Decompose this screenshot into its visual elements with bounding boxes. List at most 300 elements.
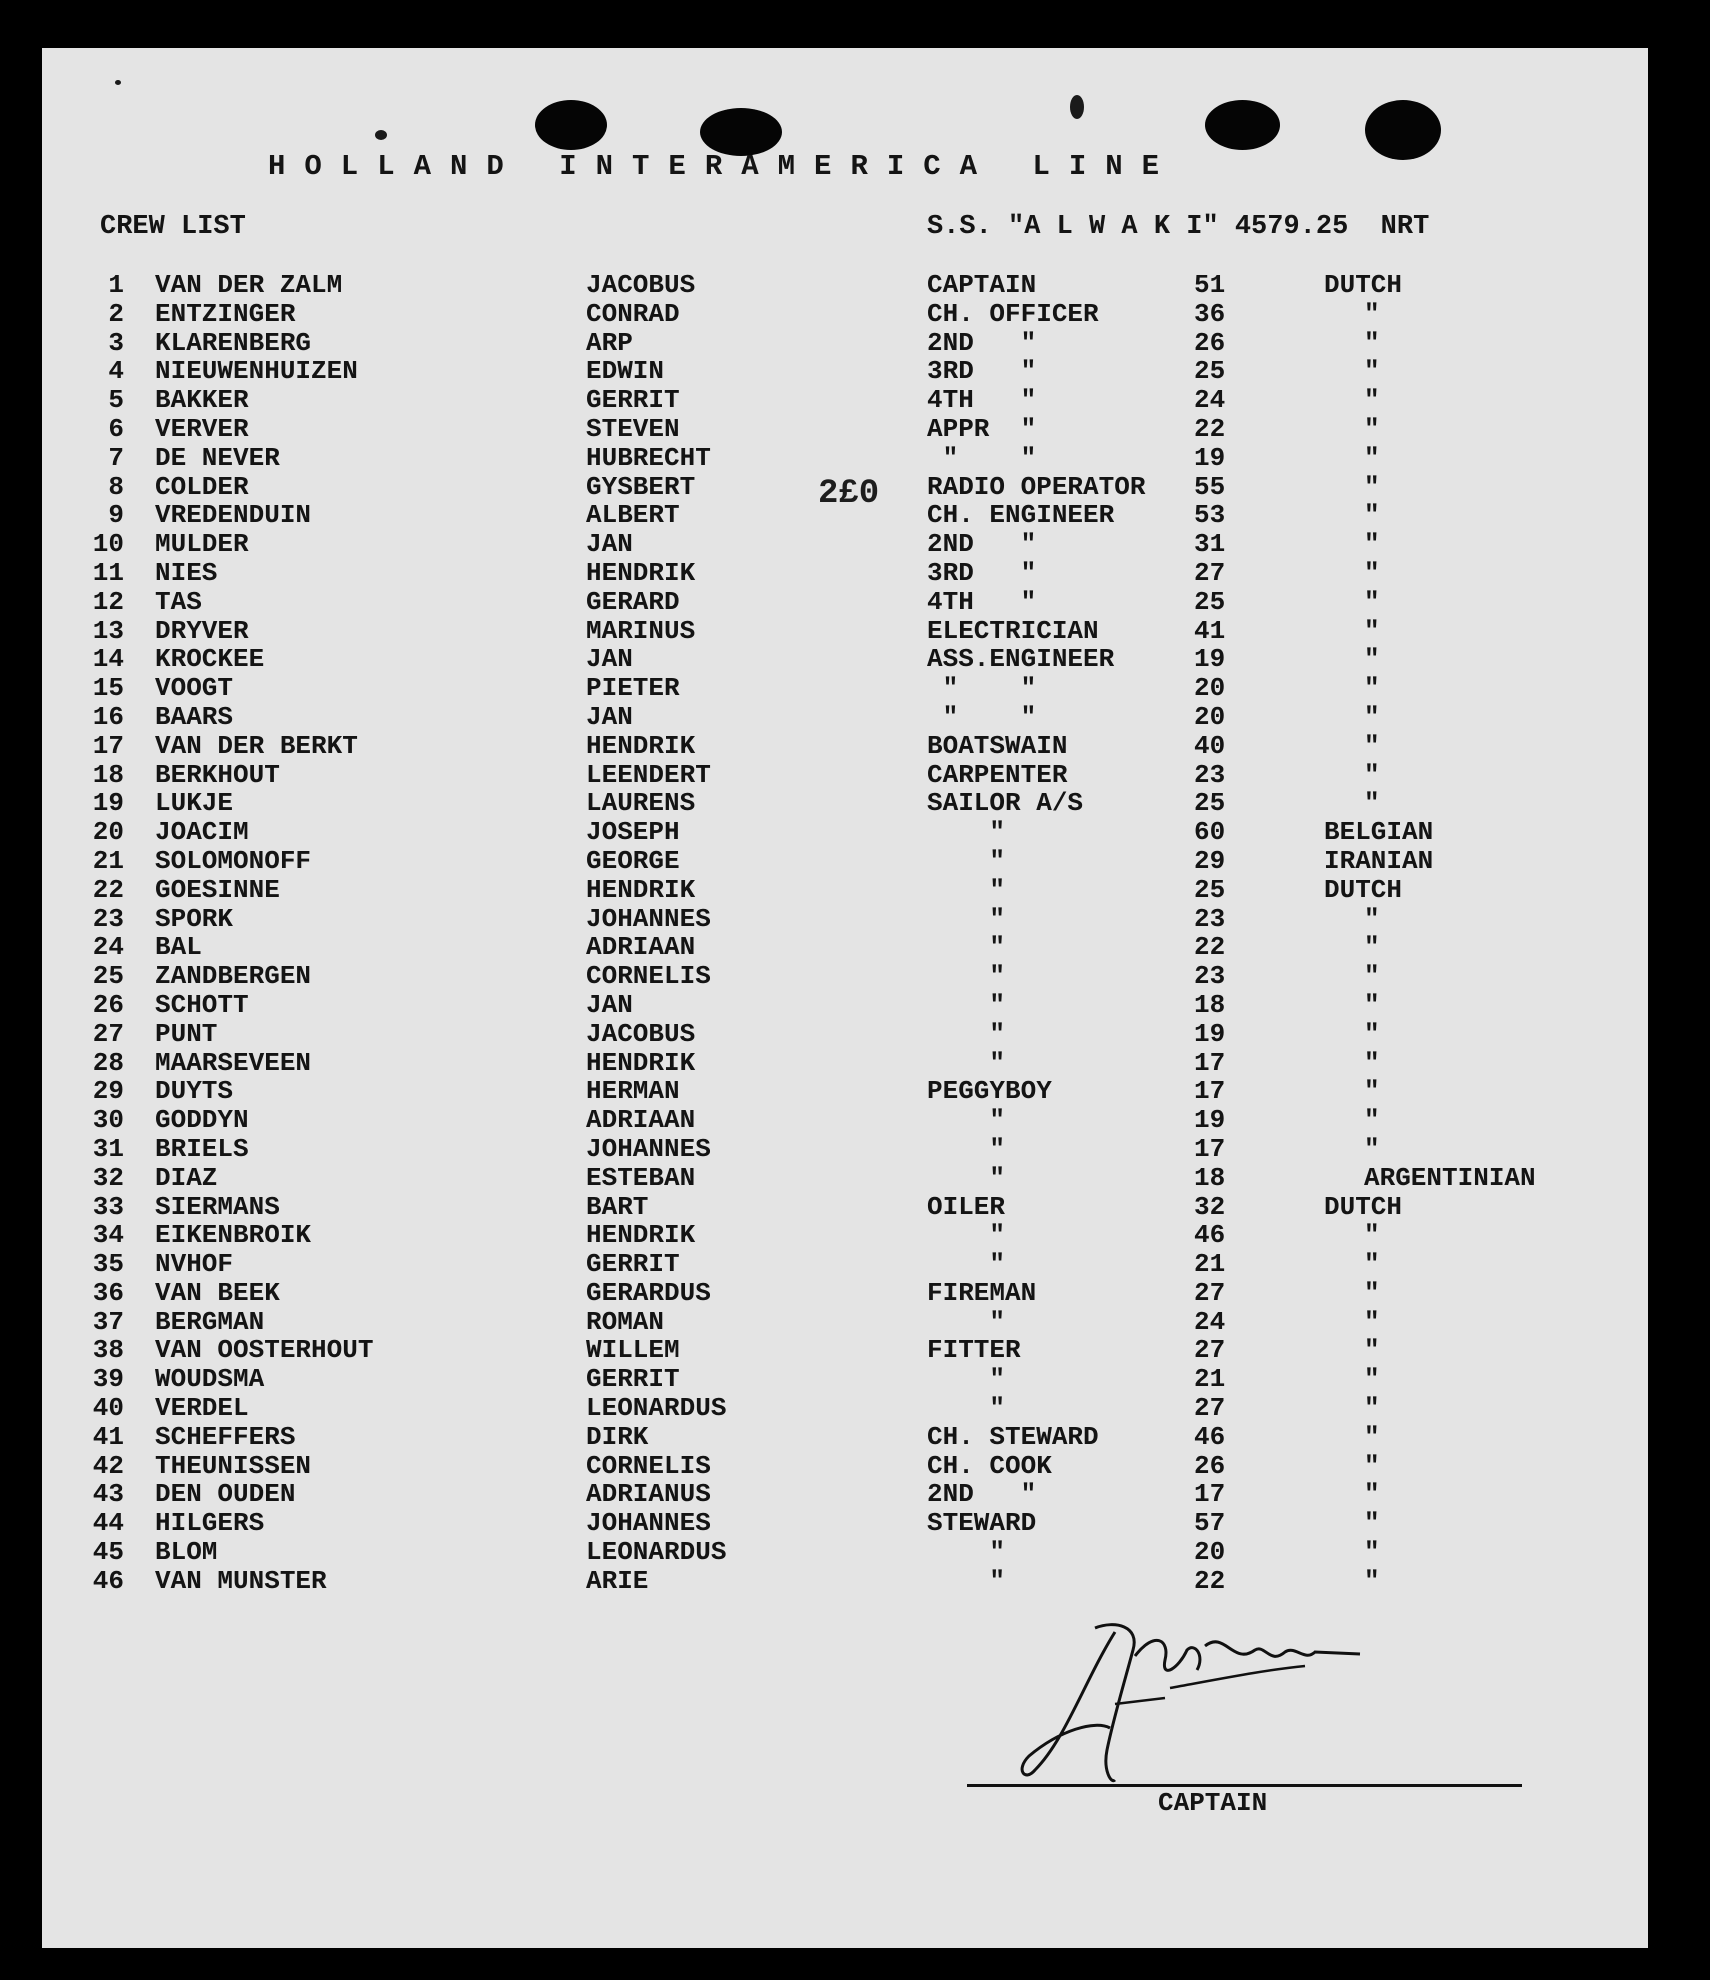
crew-number: 33 bbox=[92, 1191, 124, 1222]
crew-rank: 2ND " bbox=[927, 327, 1037, 358]
crew-number: 11 bbox=[92, 557, 124, 588]
crew-nationality: " bbox=[1364, 586, 1380, 617]
crew-nationality: " bbox=[1364, 385, 1380, 416]
crew-first-name: HENDRIK bbox=[586, 874, 696, 905]
crew-surname: BERKHOUT bbox=[155, 759, 280, 790]
crew-nationality: " bbox=[1364, 1306, 1380, 1337]
crew-first-name: JAN bbox=[586, 989, 633, 1020]
crew-rank: 3RD " bbox=[927, 356, 1037, 387]
crew-age: 19 bbox=[1194, 1105, 1226, 1136]
crew-rank: " bbox=[927, 817, 1006, 848]
crew-age: 22 bbox=[1194, 1565, 1226, 1596]
crew-surname: ENTZINGER bbox=[155, 298, 296, 329]
crew-rank: " bbox=[927, 989, 1006, 1020]
crew-age: 40 bbox=[1194, 730, 1226, 761]
crew-number: 22 bbox=[92, 874, 124, 905]
crew-nationality: " bbox=[1364, 557, 1380, 588]
crew-number: 23 bbox=[92, 903, 124, 934]
crew-first-name: ADRIAAN bbox=[586, 1105, 696, 1136]
crew-age: 24 bbox=[1194, 385, 1226, 416]
crew-rank: " " bbox=[927, 442, 1037, 473]
crew-rank: " bbox=[927, 1018, 1006, 1049]
crew-age: 17 bbox=[1194, 1479, 1226, 1510]
crew-row bbox=[0, 616, 1710, 645]
crew-rank: " bbox=[927, 1249, 1006, 1280]
crew-nationality: IRANIAN bbox=[1324, 845, 1434, 876]
crew-age: 60 bbox=[1194, 817, 1226, 848]
punch-hole bbox=[1205, 100, 1280, 150]
crew-row bbox=[0, 1076, 1710, 1105]
crew-row bbox=[0, 1220, 1710, 1249]
punch-hole bbox=[1365, 100, 1441, 160]
crew-age: 46 bbox=[1194, 1220, 1226, 1251]
crew-number: 21 bbox=[92, 845, 124, 876]
crew-age: 20 bbox=[1194, 701, 1226, 732]
crew-surname: BAARS bbox=[155, 701, 234, 732]
crew-row bbox=[0, 529, 1710, 558]
crew-rank: APPR " bbox=[927, 413, 1037, 444]
crew-surname: VREDENDUIN bbox=[155, 500, 312, 531]
crew-nationality: " bbox=[1364, 701, 1380, 732]
crew-nationality: " bbox=[1364, 1133, 1380, 1164]
crew-number: 29 bbox=[92, 1076, 124, 1107]
crew-number: 46 bbox=[92, 1565, 124, 1596]
crew-number: 27 bbox=[92, 1018, 124, 1049]
crew-first-name: ADRIAAN bbox=[586, 932, 696, 963]
crew-number: 39 bbox=[92, 1364, 124, 1395]
crew-surname: NIES bbox=[155, 557, 218, 588]
crew-rank: ELECTRICIAN bbox=[927, 615, 1099, 646]
crew-nationality: DUTCH bbox=[1324, 874, 1403, 905]
crew-nationality: " bbox=[1364, 989, 1380, 1020]
crew-number: 10 bbox=[92, 529, 124, 560]
crew-row bbox=[0, 817, 1710, 846]
crew-surname: WOUDSMA bbox=[155, 1364, 265, 1395]
crew-first-name: GEORGE bbox=[586, 845, 680, 876]
crew-surname: HILGERS bbox=[155, 1508, 265, 1539]
crew-number: 17 bbox=[92, 730, 124, 761]
crew-number: 14 bbox=[92, 644, 124, 675]
crew-table bbox=[0, 270, 1710, 1595]
crew-age: 23 bbox=[1194, 759, 1226, 790]
crew-row bbox=[0, 472, 1710, 501]
crew-surname: VAN BEEK bbox=[155, 1277, 280, 1308]
crew-first-name: HENDRIK bbox=[586, 557, 696, 588]
crew-row bbox=[0, 1422, 1710, 1451]
crew-surname: TAS bbox=[155, 586, 202, 617]
crew-rank: OILER bbox=[927, 1191, 1006, 1222]
crew-number: 24 bbox=[92, 932, 124, 963]
crew-surname: VOOGT bbox=[155, 673, 234, 704]
crew-first-name: HENDRIK bbox=[586, 730, 696, 761]
crew-nationality: " bbox=[1364, 471, 1380, 502]
crew-surname: ZANDBERGEN bbox=[155, 961, 312, 992]
crew-rank: " bbox=[927, 1162, 1006, 1193]
crew-nationality: " bbox=[1364, 730, 1380, 761]
crew-number: 36 bbox=[92, 1277, 124, 1308]
crew-nationality: BELGIAN bbox=[1324, 817, 1434, 848]
crew-age: 17 bbox=[1194, 1076, 1226, 1107]
crew-row bbox=[0, 702, 1710, 731]
crew-age: 22 bbox=[1194, 413, 1226, 444]
crew-first-name: GERARD bbox=[586, 586, 680, 617]
crew-row bbox=[0, 904, 1710, 933]
crew-age: 53 bbox=[1194, 500, 1226, 531]
crew-number: 6 bbox=[108, 413, 124, 444]
crew-first-name: JACOBUS bbox=[586, 1018, 696, 1049]
crew-rank: 4TH " bbox=[927, 586, 1037, 617]
crew-surname: BLOM bbox=[155, 1537, 218, 1568]
crew-age: 27 bbox=[1194, 1335, 1226, 1366]
ink-fleck bbox=[115, 80, 121, 85]
crew-rank: 4TH " bbox=[927, 385, 1037, 416]
crew-first-name: JOHANNES bbox=[586, 1508, 711, 1539]
crew-row bbox=[0, 1479, 1710, 1508]
crew-rank: " bbox=[927, 845, 1006, 876]
crew-age: 46 bbox=[1194, 1421, 1226, 1452]
crew-number: 25 bbox=[92, 961, 124, 992]
punch-hole bbox=[700, 108, 782, 156]
crew-nationality: " bbox=[1364, 961, 1380, 992]
crew-nationality: " bbox=[1364, 413, 1380, 444]
crew-number: 31 bbox=[92, 1133, 124, 1164]
crew-row bbox=[0, 1335, 1710, 1364]
crew-first-name: JAN bbox=[586, 644, 633, 675]
crew-number: 5 bbox=[108, 385, 124, 416]
crew-first-name: JAN bbox=[586, 701, 633, 732]
crew-age: 26 bbox=[1194, 1450, 1226, 1481]
crew-row bbox=[0, 875, 1710, 904]
crew-age: 20 bbox=[1194, 673, 1226, 704]
crew-row bbox=[0, 731, 1710, 760]
crew-age: 24 bbox=[1194, 1306, 1226, 1337]
crew-row bbox=[0, 788, 1710, 817]
crew-nationality: " bbox=[1364, 1047, 1380, 1078]
crew-rank: 2ND " bbox=[927, 1479, 1037, 1510]
crew-age: 25 bbox=[1194, 356, 1226, 387]
crew-surname: DUYTS bbox=[155, 1076, 234, 1107]
crew-row bbox=[0, 328, 1710, 357]
crew-rank: " bbox=[927, 1306, 1006, 1337]
crew-age: 18 bbox=[1194, 989, 1226, 1020]
crew-row bbox=[0, 385, 1710, 414]
crew-row bbox=[0, 1192, 1710, 1221]
crew-surname: DEN OUDEN bbox=[155, 1479, 296, 1510]
crew-age: 19 bbox=[1194, 442, 1226, 473]
crew-rank: CH. STEWARD bbox=[927, 1421, 1099, 1452]
crew-surname: SCHOTT bbox=[155, 989, 249, 1020]
crew-rank: " bbox=[927, 1105, 1006, 1136]
crew-first-name: LEONARDUS bbox=[586, 1393, 727, 1424]
crew-nationality: " bbox=[1364, 1508, 1380, 1539]
crew-surname: DE NEVER bbox=[155, 442, 280, 473]
crew-number: 16 bbox=[92, 701, 124, 732]
crew-rank: RADIO OPERATOR bbox=[927, 471, 1146, 502]
crew-nationality: " bbox=[1364, 615, 1380, 646]
stamp-mark: 2£0 bbox=[818, 475, 880, 513]
crew-first-name: ARP bbox=[586, 327, 633, 358]
crew-row bbox=[0, 1105, 1710, 1134]
crew-number: 38 bbox=[92, 1335, 124, 1366]
punch-hole bbox=[535, 100, 607, 150]
crew-age: 27 bbox=[1194, 1277, 1226, 1308]
crew-nationality: " bbox=[1364, 644, 1380, 675]
crew-rank: " bbox=[927, 1565, 1006, 1596]
crew-age: 55 bbox=[1194, 471, 1226, 502]
crew-rank: " bbox=[927, 1220, 1006, 1251]
crew-rank: BOATSWAIN bbox=[927, 730, 1068, 761]
company-name: HOLLAND INTERAMERICA LINE bbox=[268, 150, 1179, 183]
crew-row bbox=[0, 760, 1710, 789]
crew-age: 19 bbox=[1194, 644, 1226, 675]
crew-nationality: " bbox=[1364, 1249, 1380, 1280]
crew-age: 21 bbox=[1194, 1364, 1226, 1395]
crew-rank: " bbox=[927, 1364, 1006, 1395]
crew-row bbox=[0, 356, 1710, 385]
crew-nationality: " bbox=[1364, 1393, 1380, 1424]
crew-age: 19 bbox=[1194, 1018, 1226, 1049]
crew-row bbox=[0, 270, 1710, 299]
crew-nationality: " bbox=[1364, 1537, 1380, 1568]
crew-nationality: " bbox=[1364, 673, 1380, 704]
crew-number: 40 bbox=[92, 1393, 124, 1424]
crew-first-name: GERRIT bbox=[586, 1249, 680, 1280]
crew-first-name: CORNELIS bbox=[586, 1450, 711, 1481]
crew-row bbox=[0, 500, 1710, 529]
crew-age: 27 bbox=[1194, 557, 1226, 588]
crew-surname: LUKJE bbox=[155, 788, 234, 819]
crew-surname: SPORK bbox=[155, 903, 234, 934]
crew-surname: COLDER bbox=[155, 471, 249, 502]
crew-nationality: " bbox=[1364, 356, 1380, 387]
crew-number: 30 bbox=[92, 1105, 124, 1136]
crew-nationality: " bbox=[1364, 1364, 1380, 1395]
crew-rank: FITTER bbox=[927, 1335, 1021, 1366]
crew-rank: PEGGYBOY bbox=[927, 1076, 1052, 1107]
crew-row bbox=[0, 673, 1710, 702]
crew-row bbox=[0, 1048, 1710, 1077]
crew-surname: SCHEFFERS bbox=[155, 1421, 296, 1452]
crew-nationality: " bbox=[1364, 327, 1380, 358]
crew-nationality: " bbox=[1364, 1076, 1380, 1107]
crew-row bbox=[0, 1249, 1710, 1278]
crew-number: 12 bbox=[92, 586, 124, 617]
crew-age: 29 bbox=[1194, 845, 1226, 876]
ink-fleck bbox=[1070, 95, 1084, 119]
crew-row bbox=[0, 1537, 1710, 1566]
crew-row bbox=[0, 1134, 1710, 1163]
crew-first-name: LEONARDUS bbox=[586, 1537, 727, 1568]
crew-number: 18 bbox=[92, 759, 124, 790]
crew-rank: 3RD " bbox=[927, 557, 1037, 588]
crew-first-name: CORNELIS bbox=[586, 961, 711, 992]
crew-age: 18 bbox=[1194, 1162, 1226, 1193]
crew-first-name: GYSBERT bbox=[586, 471, 696, 502]
crew-surname: VERVER bbox=[155, 413, 249, 444]
crew-surname: SOLOMONOFF bbox=[155, 845, 312, 876]
crew-number: 43 bbox=[92, 1479, 124, 1510]
crew-row bbox=[0, 443, 1710, 472]
crew-row bbox=[0, 1163, 1710, 1192]
crew-rank: CARPENTER bbox=[927, 759, 1068, 790]
crew-row bbox=[0, 1451, 1710, 1480]
crew-first-name: ROMAN bbox=[586, 1306, 665, 1337]
crew-first-name: CONRAD bbox=[586, 298, 680, 329]
crew-first-name: HERMAN bbox=[586, 1076, 680, 1107]
crew-nationality: DUTCH bbox=[1324, 270, 1403, 300]
crew-surname: VAN DER ZALM bbox=[155, 270, 343, 300]
crew-number: 41 bbox=[92, 1421, 124, 1452]
crew-number: 35 bbox=[92, 1249, 124, 1280]
crew-surname: BAKKER bbox=[155, 385, 249, 416]
crew-nationality: " bbox=[1364, 529, 1380, 560]
crew-row bbox=[0, 299, 1710, 328]
crew-surname: EIKENBROIK bbox=[155, 1220, 312, 1251]
crew-surname: GOESINNE bbox=[155, 874, 280, 905]
crew-surname: VERDEL bbox=[155, 1393, 249, 1424]
crew-first-name: HENDRIK bbox=[586, 1047, 696, 1078]
crew-number: 37 bbox=[92, 1306, 124, 1337]
crew-first-name: HENDRIK bbox=[586, 1220, 696, 1251]
crew-nationality: " bbox=[1364, 1220, 1380, 1251]
crew-age: 41 bbox=[1194, 615, 1226, 646]
crew-age: 31 bbox=[1194, 529, 1226, 560]
crew-row bbox=[0, 1307, 1710, 1336]
crew-number: 1 bbox=[108, 270, 124, 300]
crew-first-name: DIRK bbox=[586, 1421, 649, 1452]
crew-age: 32 bbox=[1194, 1191, 1226, 1222]
crew-row bbox=[0, 1508, 1710, 1537]
crew-surname: BRIELS bbox=[155, 1133, 249, 1164]
crew-number: 34 bbox=[92, 1220, 124, 1251]
crew-surname: DRYVER bbox=[155, 615, 249, 646]
crew-row bbox=[0, 1278, 1710, 1307]
crew-surname: SIERMANS bbox=[155, 1191, 280, 1222]
crew-age: 25 bbox=[1194, 874, 1226, 905]
crew-age: 36 bbox=[1194, 298, 1226, 329]
crew-surname: NVHOF bbox=[155, 1249, 234, 1280]
crew-surname: BERGMAN bbox=[155, 1306, 265, 1337]
crew-row bbox=[0, 990, 1710, 1019]
crew-nationality: " bbox=[1364, 1479, 1380, 1510]
crew-rank: " bbox=[927, 1133, 1006, 1164]
crew-age: 25 bbox=[1194, 586, 1226, 617]
crew-rank: CH. ENGINEER bbox=[927, 500, 1115, 531]
crew-surname: NIEUWENHUIZEN bbox=[155, 356, 358, 387]
crew-number: 15 bbox=[92, 673, 124, 704]
crew-age: 26 bbox=[1194, 327, 1226, 358]
crew-first-name: WILLEM bbox=[586, 1335, 680, 1366]
crew-rank: " bbox=[927, 1047, 1006, 1078]
crew-nationality: " bbox=[1364, 788, 1380, 819]
crew-first-name: STEVEN bbox=[586, 413, 680, 444]
crew-nationality: " bbox=[1364, 1565, 1380, 1596]
crew-surname: KROCKEE bbox=[155, 644, 265, 675]
crew-number: 4 bbox=[108, 356, 124, 387]
crew-first-name: JACOBUS bbox=[586, 270, 696, 300]
crew-number: 3 bbox=[108, 327, 124, 358]
crew-age: 22 bbox=[1194, 932, 1226, 963]
crew-row bbox=[0, 1393, 1710, 1422]
crew-row bbox=[0, 414, 1710, 443]
crew-rank: " bbox=[927, 961, 1006, 992]
crew-nationality: ARGENTINIAN bbox=[1364, 1162, 1536, 1193]
crew-rank: " bbox=[927, 1393, 1006, 1424]
crew-rank: SAILOR A/S bbox=[927, 788, 1084, 819]
crew-surname: VAN MUNSTER bbox=[155, 1565, 327, 1596]
crew-nationality: " bbox=[1364, 1450, 1380, 1481]
crew-nationality: " bbox=[1364, 1421, 1380, 1452]
crew-nationality: DUTCH bbox=[1324, 1191, 1403, 1222]
crew-first-name: LAURENS bbox=[586, 788, 696, 819]
crew-nationality: " bbox=[1364, 759, 1380, 790]
crew-surname: THEUNISSEN bbox=[155, 1450, 312, 1481]
crew-surname: BAL bbox=[155, 932, 202, 963]
crew-nationality: " bbox=[1364, 1335, 1380, 1366]
crew-rank: FIREMAN bbox=[927, 1277, 1037, 1308]
crew-rank: " " bbox=[927, 701, 1037, 732]
crew-age: 51 bbox=[1194, 270, 1226, 300]
crew-number: 28 bbox=[92, 1047, 124, 1078]
crew-surname: KLARENBERG bbox=[155, 327, 312, 358]
document-title: CREW LIST bbox=[100, 212, 246, 242]
crew-rank: " bbox=[927, 874, 1006, 905]
crew-age: 20 bbox=[1194, 1537, 1226, 1568]
crew-first-name: ADRIANUS bbox=[586, 1479, 711, 1510]
crew-first-name: JOHANNES bbox=[586, 903, 711, 934]
crew-first-name: BART bbox=[586, 1191, 649, 1222]
crew-number: 9 bbox=[108, 500, 124, 531]
captain-signature bbox=[965, 1570, 1525, 1810]
crew-row bbox=[0, 932, 1710, 961]
crew-rank: " " bbox=[927, 673, 1037, 704]
crew-age: 17 bbox=[1194, 1133, 1226, 1164]
crew-rank: CH. COOK bbox=[927, 1450, 1052, 1481]
crew-age: 23 bbox=[1194, 903, 1226, 934]
crew-first-name: JOHANNES bbox=[586, 1133, 711, 1164]
crew-number: 26 bbox=[92, 989, 124, 1020]
crew-first-name: GERARDUS bbox=[586, 1277, 711, 1308]
signature-line bbox=[967, 1784, 1522, 1787]
crew-first-name: GERRIT bbox=[586, 385, 680, 416]
crew-nationality: " bbox=[1364, 903, 1380, 934]
crew-nationality: " bbox=[1364, 442, 1380, 473]
crew-row bbox=[0, 587, 1710, 616]
crew-first-name: PIETER bbox=[586, 673, 680, 704]
crew-rank: STEWARD bbox=[927, 1508, 1037, 1539]
crew-first-name: ARIE bbox=[586, 1565, 649, 1596]
crew-nationality: " bbox=[1364, 298, 1380, 329]
crew-rank: 2ND " bbox=[927, 529, 1037, 560]
crew-number: 20 bbox=[92, 817, 124, 848]
crew-number: 2 bbox=[108, 298, 124, 329]
crew-age: 25 bbox=[1194, 788, 1226, 819]
crew-number: 42 bbox=[92, 1450, 124, 1481]
crew-first-name: LEENDERT bbox=[586, 759, 711, 790]
crew-row bbox=[0, 1019, 1710, 1048]
crew-nationality: " bbox=[1364, 932, 1380, 963]
crew-rank: " bbox=[927, 1537, 1006, 1568]
crew-surname: GODDYN bbox=[155, 1105, 249, 1136]
crew-surname: VAN OOSTERHOUT bbox=[155, 1335, 374, 1366]
crew-surname: DIAZ bbox=[155, 1162, 218, 1193]
crew-age: 17 bbox=[1194, 1047, 1226, 1078]
ship-name: S.S. "A L W A K I" 4579.25 NRT bbox=[927, 212, 1430, 242]
crew-nationality: " bbox=[1364, 1105, 1380, 1136]
crew-rank: CAPTAIN bbox=[927, 270, 1037, 300]
crew-row bbox=[0, 558, 1710, 587]
crew-surname: MAARSEVEEN bbox=[155, 1047, 312, 1078]
